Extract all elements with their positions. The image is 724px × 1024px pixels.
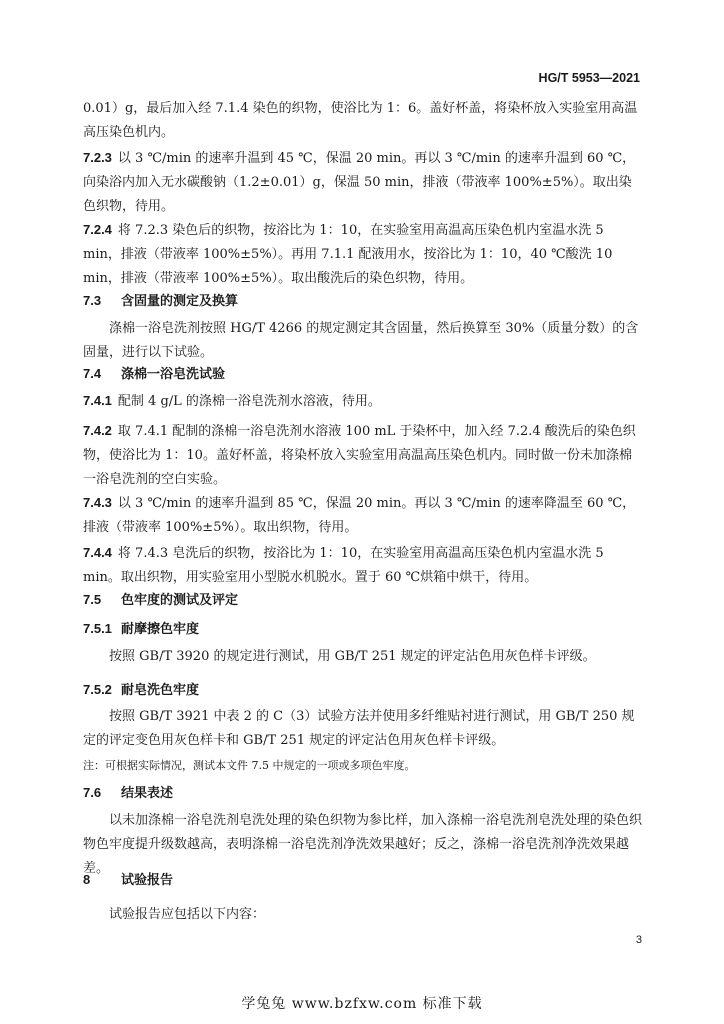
clause-text: 将 7.2.3 染色后的织物，按浴比为 1：10，在实验室用高温高压染色机内室温水洗 5 min，排液（带液率 100%±5%）。再用 7.1.1 配液用水，按浴比为 1：10，40 ℃酸洗 10 min，排液（带液率 100%±5%）。取出酸洗后的染色织物，待用。: [83, 223, 613, 286]
clause-number: 7.4.4: [83, 545, 112, 560]
clause-number: 7.4.3: [83, 495, 112, 510]
clause-text: 以 3 ℃/min 的速率升温到 45 ℃，保温 20 min。再以 3 ℃/min 的速率升温到 60 ℃，向染浴内加入无水碳酸钠（1.2±0.01）g，保温 50 min，排液（带液率 100%±5%）。取出染色织物，待用。: [83, 151, 636, 214]
clause-number: 7.2.3: [83, 150, 112, 165]
heading-number: 7.5.2: [83, 682, 112, 697]
heading-number: 8: [83, 872, 91, 887]
heading-number: 7.6: [83, 785, 102, 800]
heading-text: 涤棉一浴皂洗试验: [121, 367, 226, 382]
paragraph-7-6: 以未加涤棉一浴皂洗剂皂洗处理的染色织物为参比样，加入涤棉一浴皂洗剂皂洗处理的染色织物色牢度提升级数越高，表明涤棉一浴皂洗剂净洗效果越好；反之，涤棉一浴皂洗剂净洗效果越差。: [83, 813, 643, 876]
clause-number: 7.4.2: [83, 423, 112, 438]
paragraph-8: 试验报告应包括以下内容：: [109, 907, 266, 922]
heading-text: 试验报告: [121, 873, 174, 888]
clause-7-4-1: [83, 389, 643, 414]
heading-7-5-2: [83, 680, 199, 701]
heading-7-5-1: [83, 619, 199, 640]
page-number: 3: [635, 934, 642, 946]
heading-7-6: [83, 783, 173, 804]
heading-8: [83, 870, 173, 891]
paragraph-7-3: 涤棉一浴皂洗剂按照 HG/T 4266 的规定测定其含固量，然后换算至 30%（质量分数）的含固量，进行以下试验。: [83, 321, 639, 360]
heading-text: 结果表述: [121, 786, 174, 801]
heading-7-4: [83, 364, 225, 385]
paragraph-7-5-1: 按照 GB/T 3920 的规定进行测试，用 GB/T 251 规定的评定沾色用灰色样卡评级。: [109, 649, 596, 664]
clause-text: 以 3 ℃/min 的速率升温到 85 ℃，保温 20 min。再以 3 ℃/min 的速率降温至 60 ℃，排液（带液率 100%±5%）。取出织物，待用。: [83, 496, 636, 535]
paragraph-7-5-2: 按照 GB/T 3921 中表 2 的 C（3）试验方法并使用多纤维贴衬进行测试，用 GB/T 250 规定的评定变色用灰色样卡和 GB/T 251 规定的评定沾色用灰色样卡评级。: [83, 709, 635, 748]
heading-number: 7.4: [83, 366, 102, 381]
standard-code: HG/T 5953—2021: [538, 71, 640, 85]
clause-7-4-3: [83, 491, 643, 540]
clause-number: 7.4.1: [83, 393, 112, 408]
clause-7-2-3: [83, 146, 643, 219]
heading-text: 色牢度的测试及评定: [121, 593, 239, 608]
heading-text: 耐摩擦色牢度: [121, 622, 200, 637]
paragraph-continuation: 0.01）g，最后加入经 7.1.4 染色的织物，使浴比为 1：6。盖好杯盖，将染杯放入实验室用高温高压染色机内。: [83, 101, 638, 140]
footer-watermark: 学兔兔 www.bzfxw.com 标准下载: [241, 996, 483, 1012]
clause-text: 将 7.4.3 皂洗后的织物，按浴比为 1：10，在实验室用高温高压染色机内室温水洗 5 min。取出织物，用实验室用小型脱水机脱水。置于 60 ℃烘箱中烘干，待用。: [83, 546, 604, 585]
heading-number: 7.3: [83, 293, 102, 308]
clause-7-2-4: [83, 218, 643, 291]
heading-text: 耐皂洗色牢度: [121, 683, 200, 698]
heading-7-5: [83, 590, 238, 611]
clause-7-4-2: [83, 419, 643, 492]
clause-7-4-4: [83, 541, 643, 590]
note: 注：可根据实际情况，测试本文件 7.5 中规定的一项或多项色牢度。: [83, 759, 416, 772]
clause-text: 配制 4 g/L 的涤棉一浴皂洗剂水溶液，待用。: [117, 394, 381, 409]
clause-number: 7.2.4: [83, 222, 112, 237]
heading-7-3: [83, 291, 238, 312]
heading-number: 7.5: [83, 592, 102, 607]
heading-number: 7.5.1: [83, 621, 112, 636]
clause-text: 取 7.4.1 配制的涤棉一浴皂洗剂水溶液 100 mL 于染杯中，加入经 7.2.4 酸洗后的染色织物，使浴比为 1：10。盖好杯盖，将染杯放入实验室用高温高压染色机内。同时做一份未加涤棉一浴皂洗剂的空白实验。: [83, 424, 636, 487]
heading-text: 含固量的测定及换算: [121, 294, 239, 309]
